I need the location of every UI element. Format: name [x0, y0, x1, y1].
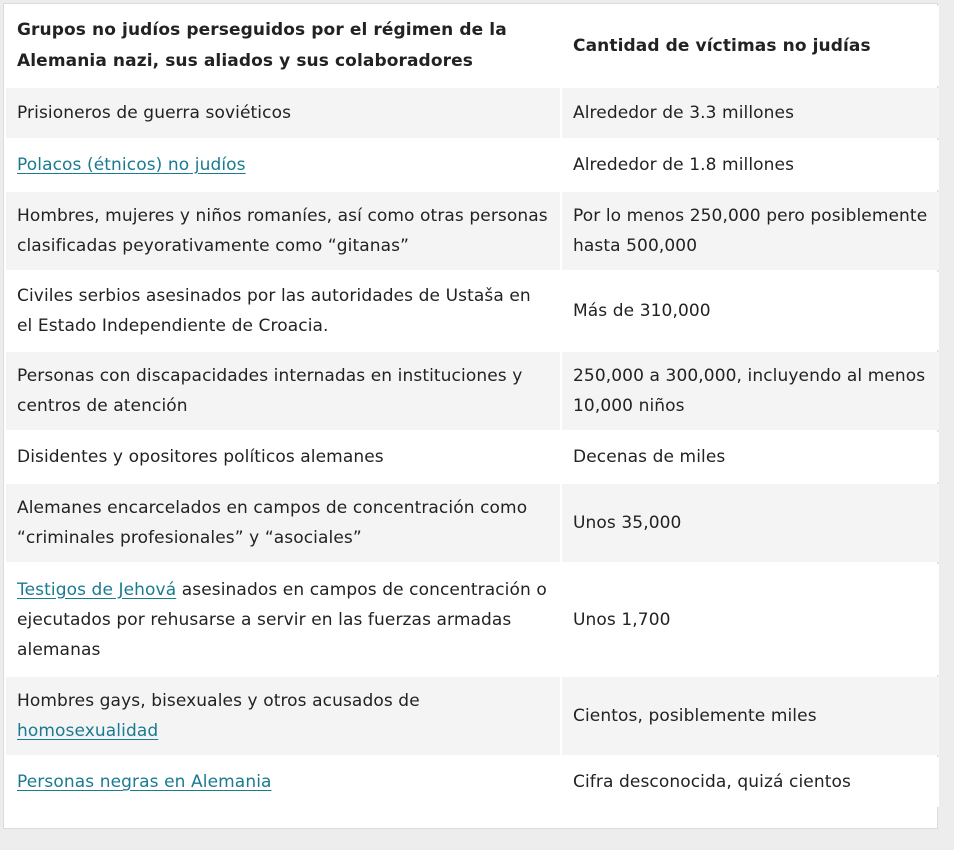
- group-text: Hombres gays, bisexuales y otros acusados de: [17, 691, 420, 711]
- table-row: [6, 272, 939, 350]
- group-cell: [6, 757, 560, 807]
- personas-negras-link[interactable]: Personas negras en Alemania: [17, 772, 272, 792]
- table-row: [6, 757, 939, 807]
- group-cell: Disidentes y opositores políticos alemanes: [6, 432, 560, 482]
- table-header-row: [6, 6, 939, 86]
- group-cell: Personas con discapacidades internadas en instituciones y centros de atención: [6, 352, 560, 430]
- count-cell: Cientos, posiblemente miles: [562, 677, 939, 755]
- group-cell: Prisioneros de guerra soviéticos: [6, 88, 560, 138]
- table-row: [6, 484, 939, 562]
- count-cell: Por lo menos 250,000 pero posiblemente hasta 500,000: [562, 192, 939, 270]
- count-cell: Más de 310,000: [562, 272, 939, 350]
- column-header-count: Cantidad de víctimas no judías: [562, 6, 939, 86]
- table-row: [6, 564, 939, 675]
- polacos-link[interactable]: Polacos (étnicos) no judíos: [17, 155, 246, 175]
- count-cell: Decenas de miles: [562, 432, 939, 482]
- table-row: [6, 432, 939, 482]
- count-cell: 250,000 a 300,000, incluyendo al menos 10,000 niños: [562, 352, 939, 430]
- group-text: asesinados en campos de concentración o ejecutados por rehusarse a servir en las fuerzas armadas alemanas: [17, 579, 547, 660]
- column-header-group: Grupos no judíos perseguidos por el régimen de la Alemania nazi, sus aliados y sus colaboradores: [6, 6, 560, 86]
- count-cell: Alrededor de 1.8 millones: [562, 140, 939, 190]
- group-cell: [6, 564, 560, 675]
- count-cell: Alrededor de 3.3 millones: [562, 88, 939, 138]
- table-row: [6, 140, 939, 190]
- homosexualidad-link[interactable]: homosexualidad: [17, 721, 159, 741]
- group-cell: [6, 140, 560, 190]
- table-row: [6, 677, 939, 755]
- count-cell: Unos 1,700: [562, 564, 939, 675]
- testigos-de-jehova-link[interactable]: Testigos de Jehová: [17, 579, 177, 600]
- group-cell: [6, 677, 560, 755]
- table-row: [6, 352, 939, 430]
- group-cell: Hombres, mujeres y niños romaníes, así como otras personas clasificadas peyorativamente como “gitanas”: [6, 192, 560, 270]
- victims-table: [4, 4, 941, 809]
- victims-table-container: [3, 3, 938, 829]
- table-row: [6, 192, 939, 270]
- count-cell: Cifra desconocida, quizá cientos: [562, 757, 939, 807]
- table-row: [6, 88, 939, 138]
- group-cell: Alemanes encarcelados en campos de concentración como “criminales profesionales” y “asociales”: [6, 484, 560, 562]
- count-cell: Unos 35,000: [562, 484, 939, 562]
- group-cell: Civiles serbios asesinados por las autoridades de Ustaša en el Estado Independiente de Croacia.: [6, 272, 560, 350]
